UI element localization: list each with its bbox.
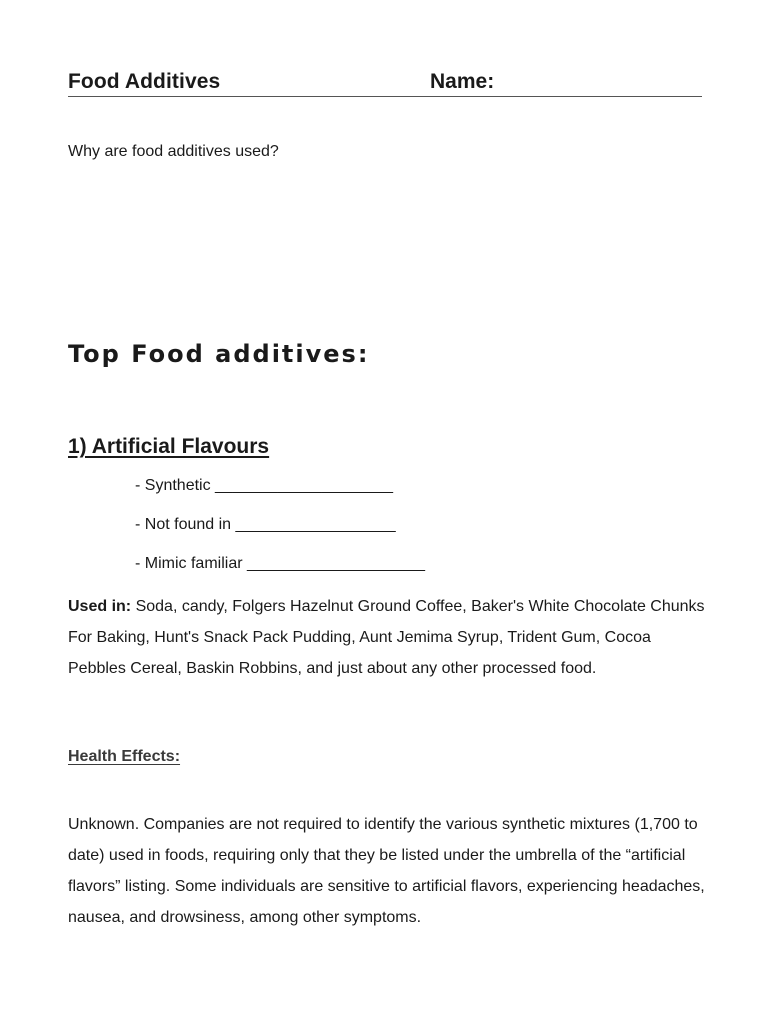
fill-in-item: - Synthetic ____________________ xyxy=(135,477,393,494)
fill-in-list xyxy=(135,476,425,593)
question-text: Why are food additives used? xyxy=(68,143,279,160)
fill-in-item: - Not found in __________________ xyxy=(135,516,396,533)
section-heading: Top Food additives: xyxy=(68,340,370,368)
used-in-paragraph xyxy=(68,591,708,684)
health-effects-text: Unknown. Companies are not required to identify the various synthetic mixtures (1,700 to date) used in foods, requiring only that they be listed under the umbrella of the “artificial flavors” listing. Some individuals are sensitive to artificial flavors, experiencing headaches, nausea, and drowsiness, among other symptoms. xyxy=(68,816,705,926)
worksheet-header xyxy=(68,70,702,97)
health-effects-heading: Health Effects: xyxy=(68,748,181,765)
name-label: Name: xyxy=(430,70,495,93)
item-heading: 1) Artificial Flavours xyxy=(68,435,270,458)
document-title: Food Additives xyxy=(68,70,221,93)
used-in-text: Soda, candy, Folgers Hazelnut Ground Coffee, Baker's White Chocolate Chunks For Baking, Hunt's Snack Pack Pudding, Aunt Jemima Syrup, Trident Gum, Cocoa Pebbles Cereal, Baskin Robbins, and just about any other processed food. xyxy=(68,598,705,677)
fill-in-item: - Mimic familiar ____________________ xyxy=(135,555,425,572)
used-in-label: Used in: xyxy=(68,598,132,615)
